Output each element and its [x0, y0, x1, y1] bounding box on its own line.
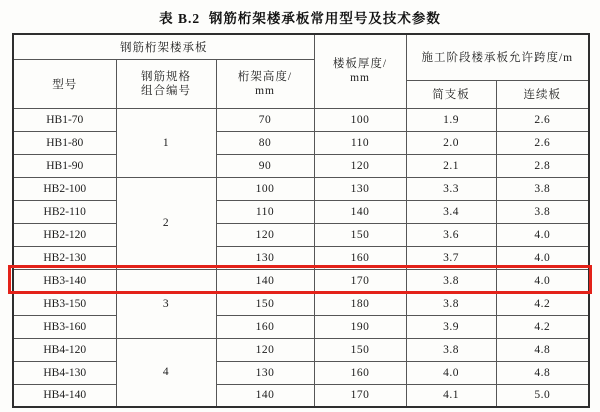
table-row — [13, 223, 589, 246]
cell-simple-span: 3.4 — [406, 200, 496, 223]
cell-continuous-span: 4.8 — [496, 338, 589, 361]
table-row — [13, 361, 589, 384]
cell-truss-height: 140 — [216, 269, 314, 292]
table-row — [13, 200, 589, 223]
header-cell-product-group: 钢筋桁架楼承板 — [13, 34, 314, 59]
header-rebar-combo-line1: 钢筋规格 — [141, 70, 191, 83]
header-row-top — [13, 34, 589, 59]
cell-model: HB2-100 — [13, 177, 116, 200]
cell-slab-thickness: 180 — [314, 292, 406, 315]
cell-truss-height: 150 — [216, 292, 314, 315]
cell-truss-height: 130 — [216, 361, 314, 384]
cell-truss-height: 100 — [216, 177, 314, 200]
cell-continuous-span: 3.8 — [496, 200, 589, 223]
header-cell-span-group: 施工阶段楼承板允许跨度/m — [406, 34, 589, 80]
cell-simple-span: 3.7 — [406, 246, 496, 269]
cell-model: HB3-150 — [13, 292, 116, 315]
cell-truss-height: 110 — [216, 200, 314, 223]
cell-slab-thickness: 150 — [314, 223, 406, 246]
cell-truss-height: 70 — [216, 108, 314, 131]
cell-continuous-span: 4.8 — [496, 361, 589, 384]
cell-simple-span: 1.9 — [406, 108, 496, 131]
cell-simple-span: 3.8 — [406, 269, 496, 292]
cell-continuous-span: 2.8 — [496, 154, 589, 177]
cell-truss-height: 160 — [216, 315, 314, 338]
cell-truss-height: 130 — [216, 246, 314, 269]
cell-slab-thickness: 130 — [314, 177, 406, 200]
cell-continuous-span: 2.6 — [496, 131, 589, 154]
cell-combo-group-2: 2 — [116, 177, 216, 269]
cell-model: HB2-110 — [13, 200, 116, 223]
cell-slab-thickness: 140 — [314, 200, 406, 223]
header-cell-model: 型号 — [13, 59, 116, 108]
cell-continuous-span: 4.0 — [496, 246, 589, 269]
cell-simple-span: 3.8 — [406, 338, 496, 361]
cell-combo-group-3: 3 — [116, 269, 216, 338]
cell-model: HB4-140 — [13, 384, 116, 407]
cell-simple-span: 4.1 — [406, 384, 496, 407]
table-row — [13, 131, 589, 154]
highlighted-row — [13, 269, 589, 292]
cell-continuous-span: 2.6 — [496, 108, 589, 131]
cell-slab-thickness: 120 — [314, 154, 406, 177]
table-row — [13, 154, 589, 177]
cell-simple-span: 3.3 — [406, 177, 496, 200]
cell-slab-thickness: 160 — [314, 246, 406, 269]
header-cell-slab-thickness — [314, 34, 406, 108]
cell-model: HB2-130 — [13, 246, 116, 269]
cell-model: HB3-160 — [13, 315, 116, 338]
header-slab-thickness-line1: 楼板厚度/ — [332, 58, 388, 71]
table-row — [13, 338, 589, 361]
cell-continuous-span: 3.8 — [496, 177, 589, 200]
cell-truss-height: 90 — [216, 154, 314, 177]
header-truss-height-line2: mm — [255, 84, 275, 97]
cell-simple-span: 3.8 — [406, 292, 496, 315]
header-cell-simple-slab: 简支板 — [406, 80, 496, 108]
cell-model: HB3-140 — [13, 269, 116, 292]
cell-slab-thickness: 160 — [314, 361, 406, 384]
spec-table — [12, 33, 590, 408]
cell-truss-height: 80 — [216, 131, 314, 154]
cell-continuous-span: 4.0 — [496, 223, 589, 246]
table-row — [13, 315, 589, 338]
cell-model: HB4-130 — [13, 361, 116, 384]
cell-slab-thickness: 170 — [314, 269, 406, 292]
header-cell-continuous-slab: 连续板 — [496, 80, 589, 108]
table-row — [13, 108, 589, 131]
cell-model: HB1-70 — [13, 108, 116, 131]
cell-simple-span: 3.6 — [406, 223, 496, 246]
cell-slab-thickness: 150 — [314, 338, 406, 361]
cell-continuous-span: 5.0 — [496, 384, 589, 407]
table-row — [13, 177, 589, 200]
table-row — [13, 292, 589, 315]
header-slab-thickness-line2: mm — [350, 72, 370, 85]
cell-model: HB4-120 — [13, 338, 116, 361]
cell-combo-group-4: 4 — [116, 338, 216, 407]
cell-model: HB2-120 — [13, 223, 116, 246]
table-title: 表 B.2 钢筋桁架楼承板常用型号及技术参数 — [159, 11, 441, 26]
cell-simple-span: 2.1 — [406, 154, 496, 177]
cell-slab-thickness: 170 — [314, 384, 406, 407]
cell-simple-span: 3.9 — [406, 315, 496, 338]
cell-continuous-span: 4.2 — [496, 292, 589, 315]
table-row — [13, 384, 589, 407]
cell-continuous-span: 4.2 — [496, 315, 589, 338]
cell-truss-height: 140 — [216, 384, 314, 407]
cell-truss-height: 120 — [216, 338, 314, 361]
cell-model: HB1-90 — [13, 154, 116, 177]
header-truss-height-line1: 桁架高度/ — [237, 70, 293, 83]
header-cell-truss-height — [216, 59, 314, 108]
cell-continuous-span: 4.0 — [496, 269, 589, 292]
cell-slab-thickness: 110 — [314, 131, 406, 154]
cell-truss-height: 120 — [216, 223, 314, 246]
cell-combo-group-1: 1 — [116, 108, 216, 177]
header-rebar-combo-line2: 组合编号 — [141, 84, 191, 97]
cell-slab-thickness: 100 — [314, 108, 406, 131]
cell-simple-span: 2.0 — [406, 131, 496, 154]
cell-slab-thickness: 190 — [314, 315, 406, 338]
header-cell-rebar-combo — [116, 59, 216, 108]
cell-model: HB1-80 — [13, 131, 116, 154]
table-row — [13, 246, 589, 269]
cell-simple-span: 4.0 — [406, 361, 496, 384]
